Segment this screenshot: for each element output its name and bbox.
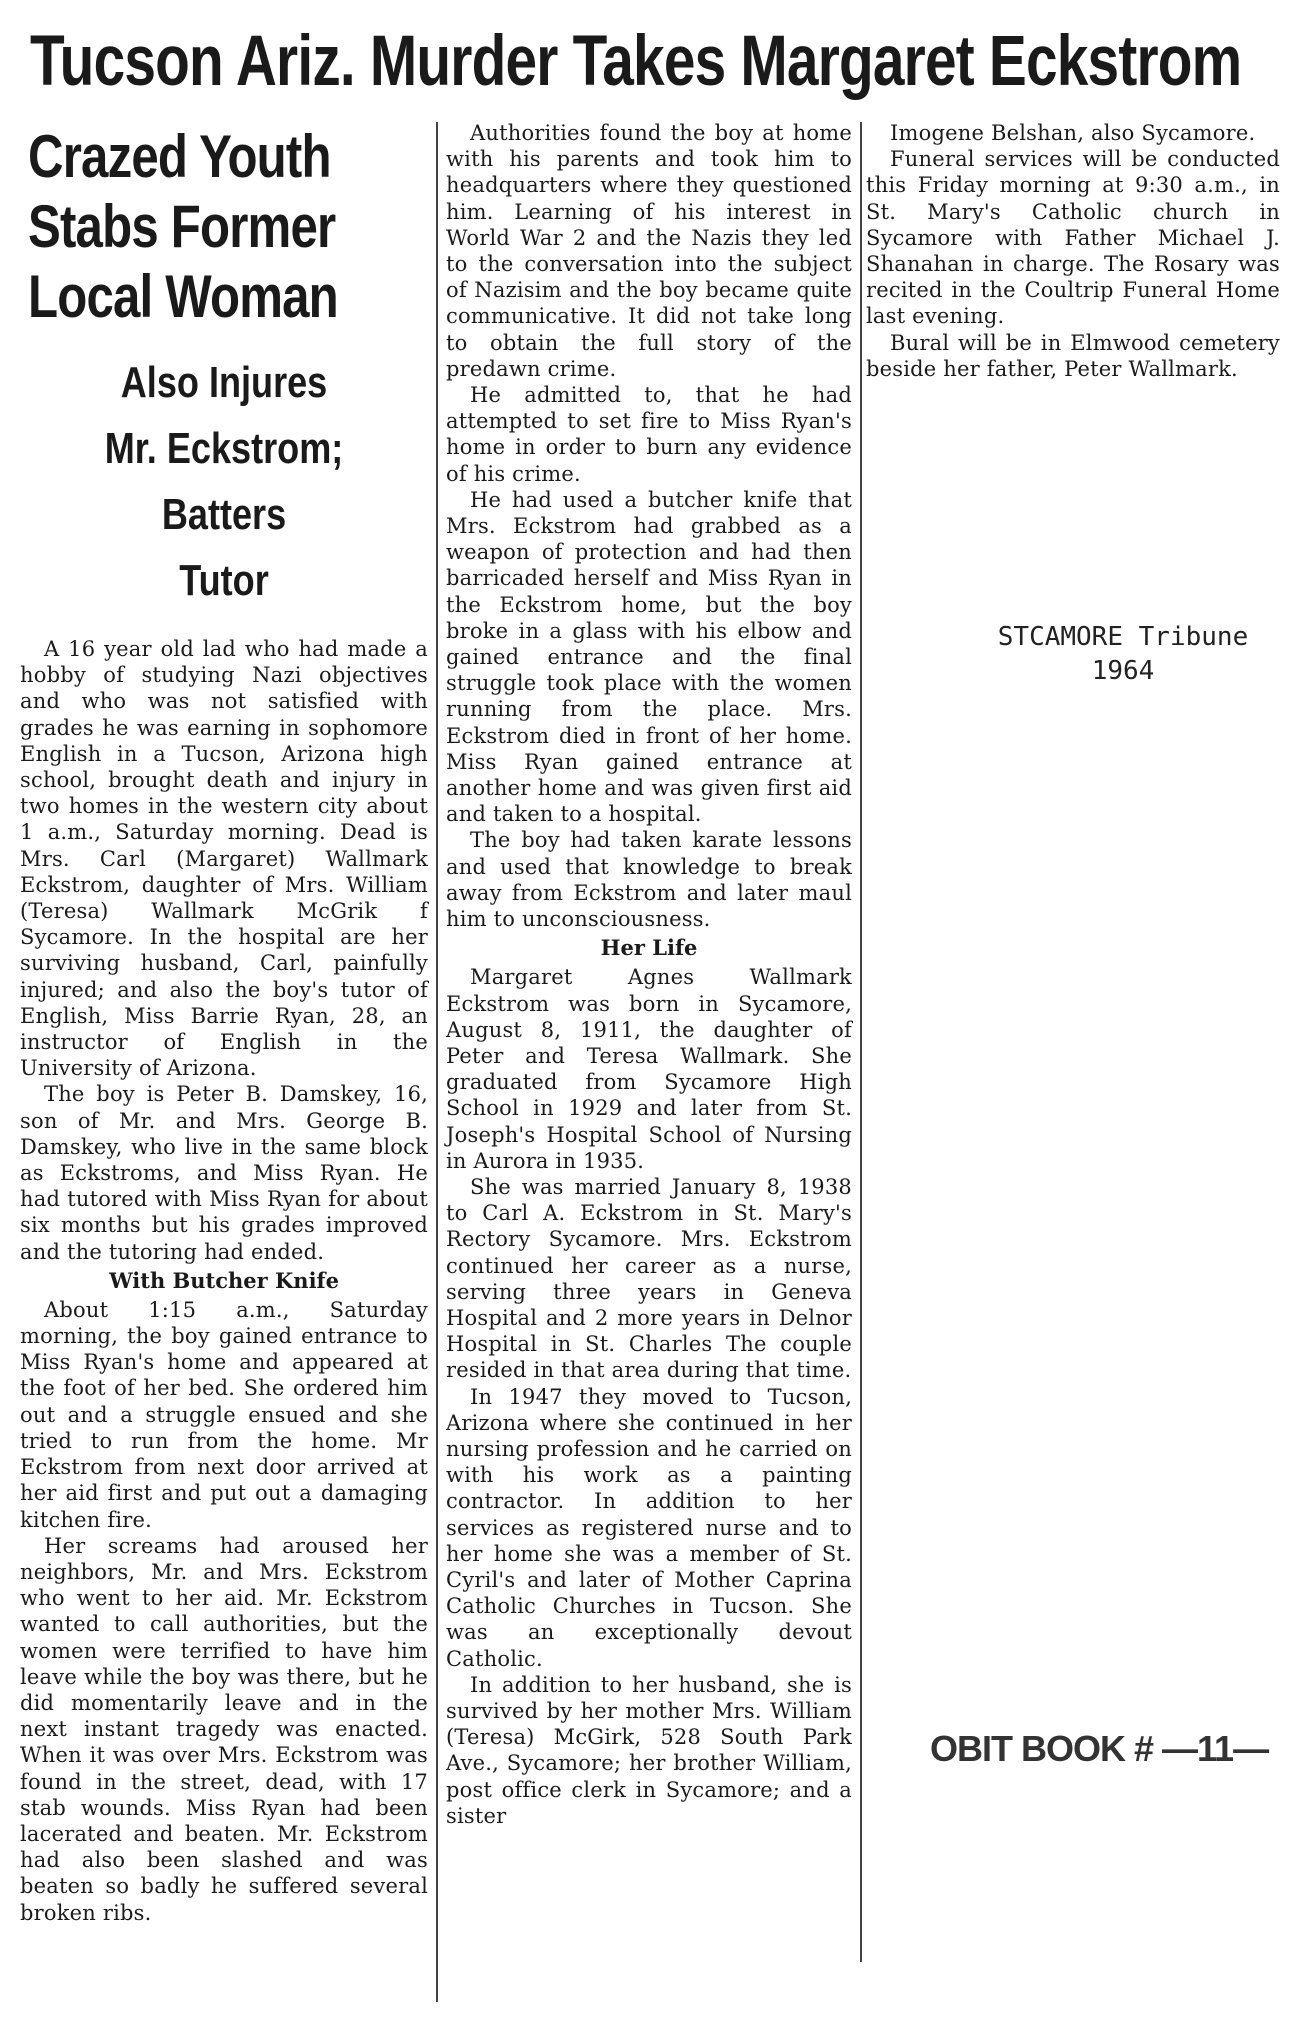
deck-sub-line: Tutor [179, 556, 269, 605]
deck-sub-line: Mr. Eckstrom; [104, 424, 344, 473]
paragraph: Her screams had aroused her neighbors, Mr. and Mrs. Eckstrom who went to her aid. Mr. Eckstrom wanted to call authorities, but the women were terrified to have him leave while the boy was there, but he did momentarily leave and in the next instant tragedy was enacted. When it was over Mrs. Eckstrom was found in the street, dead, with 17 stab wounds. Miss Ryan had been lacerated and beaten. Mr. Eckstrom had also been slashed and was beaten so badly he suffered several broken ribs. [20, 1533, 428, 1925]
obit-book-label: OBIT BOOK # —11— [930, 1728, 1269, 1769]
paragraph: She was married January 8, 1938 to Carl A. Eckstrom in St. Mary's Rectory Sycamore. Mrs. Eckstrom continued her career as a nurse, serving three years in Geneva Hospital and 2 more years in Delnor Hospital in St. Charles The couple resided in that area during that time. [446, 1174, 852, 1383]
source-annotation-line: STCAMORE Tribune [997, 622, 1249, 652]
column-1 [20, 122, 428, 1926]
paragraph: Funeral services will be conducted this Friday morning at 9:30 a.m., in St. Mary's Catholic church in Sycamore with Father Michael J. Shanahan in charge. The Rosary was recited in the Coultrip Funeral Home last evening. [866, 147, 1280, 329]
column-3 [866, 120, 1280, 382]
deck-main-line: Local Woman [28, 263, 338, 330]
paragraph: In addition to her husband, she is survived by her mother Mrs. William (Teresa) McGirk, 528 South Park Ave., Sycamore; her brother William, post office clerk in Sycamore; and a sister [446, 1672, 852, 1828]
paragraph: The boy had taken karate lessons and used that knowledge to break away from Eckstrom and later maul him to unconsciousness. [446, 828, 852, 932]
deck-sub-line: Batters [161, 490, 287, 539]
column-2 [446, 120, 852, 1829]
deck-sub-line: Also Injures [120, 358, 328, 407]
paragraph: The boy is Peter B. Damskey, 16, son of Mr. and Mrs. George B. Damskey, who live in the same block as Eckstroms, and Miss Ryan. He had tutored with Miss Ryan for about six months but his grades improved and the tutoring had ended. [20, 1082, 428, 1264]
deck-sub [57, 350, 392, 614]
deck-main-line: Stabs Former [28, 193, 336, 260]
paragraph: He admitted to, that he had attempted to set fire to Miss Ryan's home in order to burn any evidence of his crime. [446, 383, 852, 486]
column-rule [436, 122, 438, 2002]
paragraph: Authorities found the boy at home with his parents and took him to headquarters where they questioned him. Learning of his interest in World War 2 and the Nazis they led to the conversation into the subject of Nazisim and the boy became quite communicative. It did not take long to obtain the full story of the predawn crime. [446, 121, 852, 381]
column-rule [860, 122, 862, 1962]
paragraph: Margaret Agnes Wallmark Eckstrom was born in Sycamore, August 8, 1911, the daughter of Peter and Teresa Wallmark. She graduated from Sycamore High School in 1929 and later from St. Joseph's Hospital School of Nursing in Aurora in 1935. [446, 965, 852, 1173]
source-annotation-line: 1964 [1091, 656, 1155, 686]
deck-main-line: Crazed Youth [28, 123, 331, 190]
paragraph: A 16 year old lad who had made a hobby of studying Nazi objectives and who was not satisfied with grades he was earning in sophomore English in a Tucson, Arizona high school, brought death and injury in two homes in the western city about 1 a.m., Saturday morning. Dead is Mrs. Carl (Margaret) Wallmark Eckstrom, daughter of Mrs. William (Teresa) Wallmark McGrik f Sycamore. In the hospital are her surviving husband, Carl, painfully injured; and also the boy's tutor of English, Miss Barrie Ryan, 28, an instructor of English in the University of Arizona. [20, 637, 428, 1081]
deck-main [28, 122, 356, 332]
subhead: With Butcher Knife [109, 1267, 339, 1293]
source-annotation [958, 620, 1288, 688]
paragraph: About 1:15 a.m., Saturday morning, the boy gained entrance to Miss Ryan's home and appeared at the foot of her bed. She ordered him out and a struggle ensued and she tried to run from the home. Mr Eckstrom from next door arrived at her aid first and put out a damaging kitchen fire. [20, 1297, 428, 1532]
paragraph: In 1947 they moved to Tucson, Arizona where she continued in her nursing profession and he carried on with his work as a painting contractor. In addition to her services as registered nurse and to her home she was a member of St. Cyril's and later of Mother Caprina Catholic Churches in Tucson. She was an exceptionally devout Catholic. [446, 1384, 852, 1671]
paragraph: Bural will be in Elmwood cemetery beside her father, Peter Wallmark. [866, 330, 1280, 381]
paragraph: Imogene Belshan, also Sycamore. [890, 121, 1256, 145]
subhead: Her Life [600, 935, 698, 961]
paragraph: He had used a butcher knife that Mrs. Eckstrom had grabbed as a weapon of protection and had then barricaded herself and Miss Ryan in the Eckstrom home, but the boy broke in a glass with his elbow and gained entrance and the final struggle took place with the women running from the place. Mrs. Eckstrom died in front of her home. Miss Ryan gained entrance at another home and was given first aid and taken to a hospital. [446, 487, 852, 827]
headline: Tucson Ariz. Murder Takes Margaret Eckstrom [30, 22, 1242, 101]
